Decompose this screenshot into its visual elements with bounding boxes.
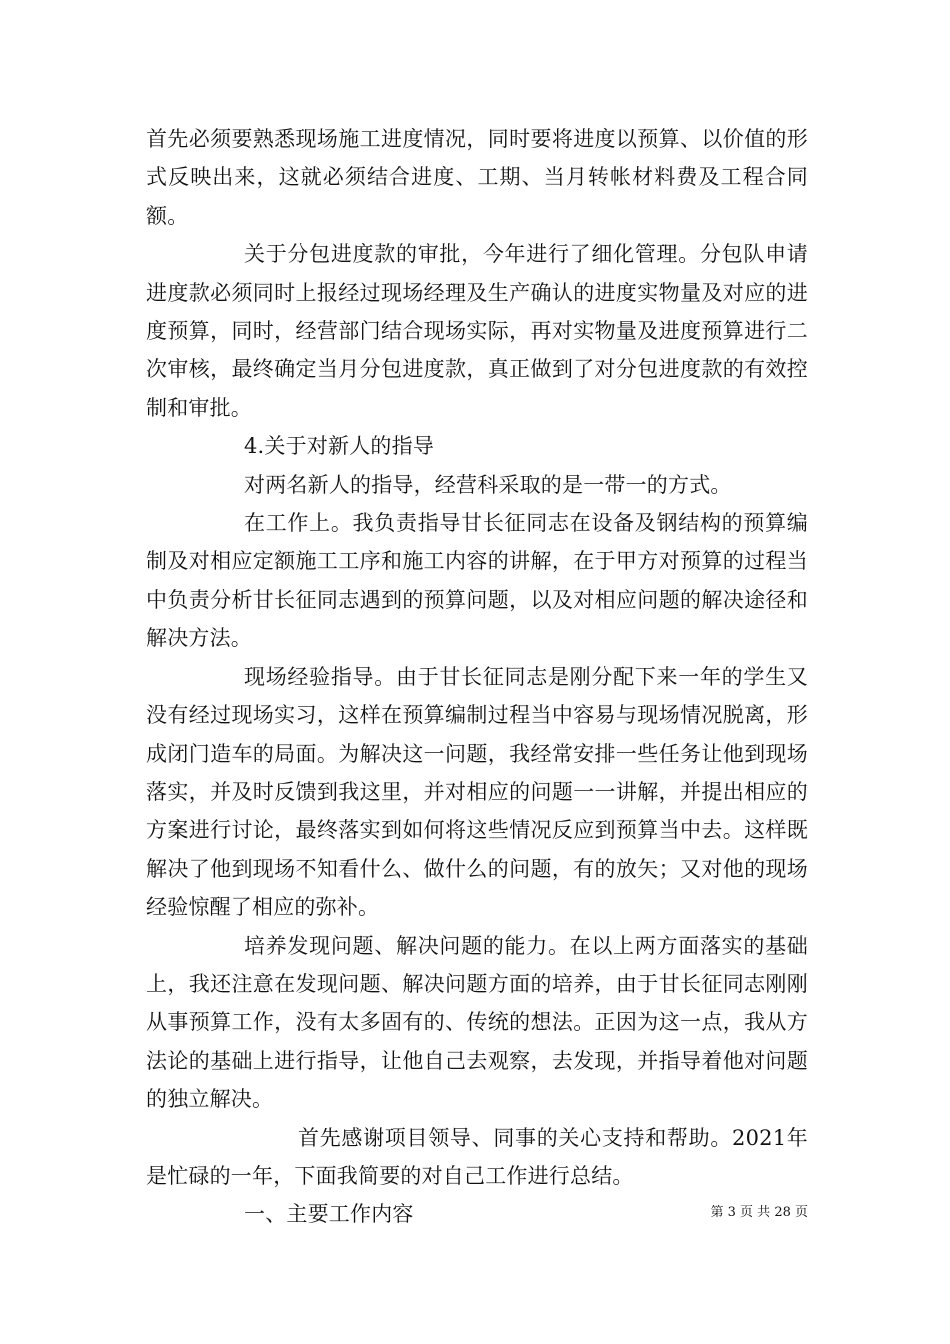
paragraph-field-experience: 现场经验指导。由于甘长征同志是刚分配下来一年的学生又没有经过现场实习，这样在预算编制过程当中容易与现场情况脱离，形成闭门造车的局面。为解决这一问题，我经常安排一些任务让他到现场落实，并及时反馈到我这里，并对相应的问题一一讲解，并提出相应的方案进行讨论，最终落实到如何将这些情况反应到预算当中去。这样既解决了他到现场不知看什么、做什么的问题，有的放矢；又对他的现场经验惊醒了相应的弥补。 (146, 664, 808, 920)
section-heading-main-work: 一、主要工作内容 (244, 1202, 414, 1227)
paragraph-subcontract-approval: 关于分包进度款的审批，今年进行了细化管理。分包队申请进度款必须同时上报经过现场经理及生产确认的进度实物量及对应的进度预算，同时，经营部门结合现场实际，再对实物量及进度预算进行二次审核，最终确定当月分包进度款，真正做到了对分包进度款的有效控制和审批。 (146, 242, 808, 420)
paragraph-summary-intro: 首先感谢项目领导、同事的关心支持和帮助。2021年是忙碌的一年，下面我简要的对自己工作进行总结。 (146, 1125, 808, 1188)
section-heading-new-staff: 4.关于对新人的指导 (244, 434, 435, 459)
paragraph-work-guidance: 在工作上。我负责指导甘长征同志在设备及钢结构的预算编制及对相应定额施工工序和施工内容的讲解，在于甲方对预算的过程当中负责分析甘长征同志遇到的预算问题，以及对相应问题的解决途径和解决方法。 (146, 511, 808, 651)
paragraph-mentoring-method: 对两名新人的指导，经营科采取的是一带一的方式。 (244, 472, 732, 497)
body-text (146, 120, 808, 1234)
paragraph-problem-solving: 培养发现问题、解决问题的能力。在以上两方面落实的基础上，我还注意在发现问题、解决问题方面的培养，由于甘长征同志刚刚从事预算工作，没有太多固有的、传统的想法。正因为这一点，我从方法论的基础上进行指导，让他自己去观察，去发现，并指导着他对问题的独立解决。 (146, 933, 808, 1112)
paragraph-progress-intro: 首先必须要熟悉现场施工进度情况，同时要将进度以预算、以价值的形式反映出来，这就必须结合进度、工期、当月转帐材料费及工程合同额。 (146, 127, 808, 228)
page-number: 第 3 页 共 28 页 (710, 1205, 808, 1220)
